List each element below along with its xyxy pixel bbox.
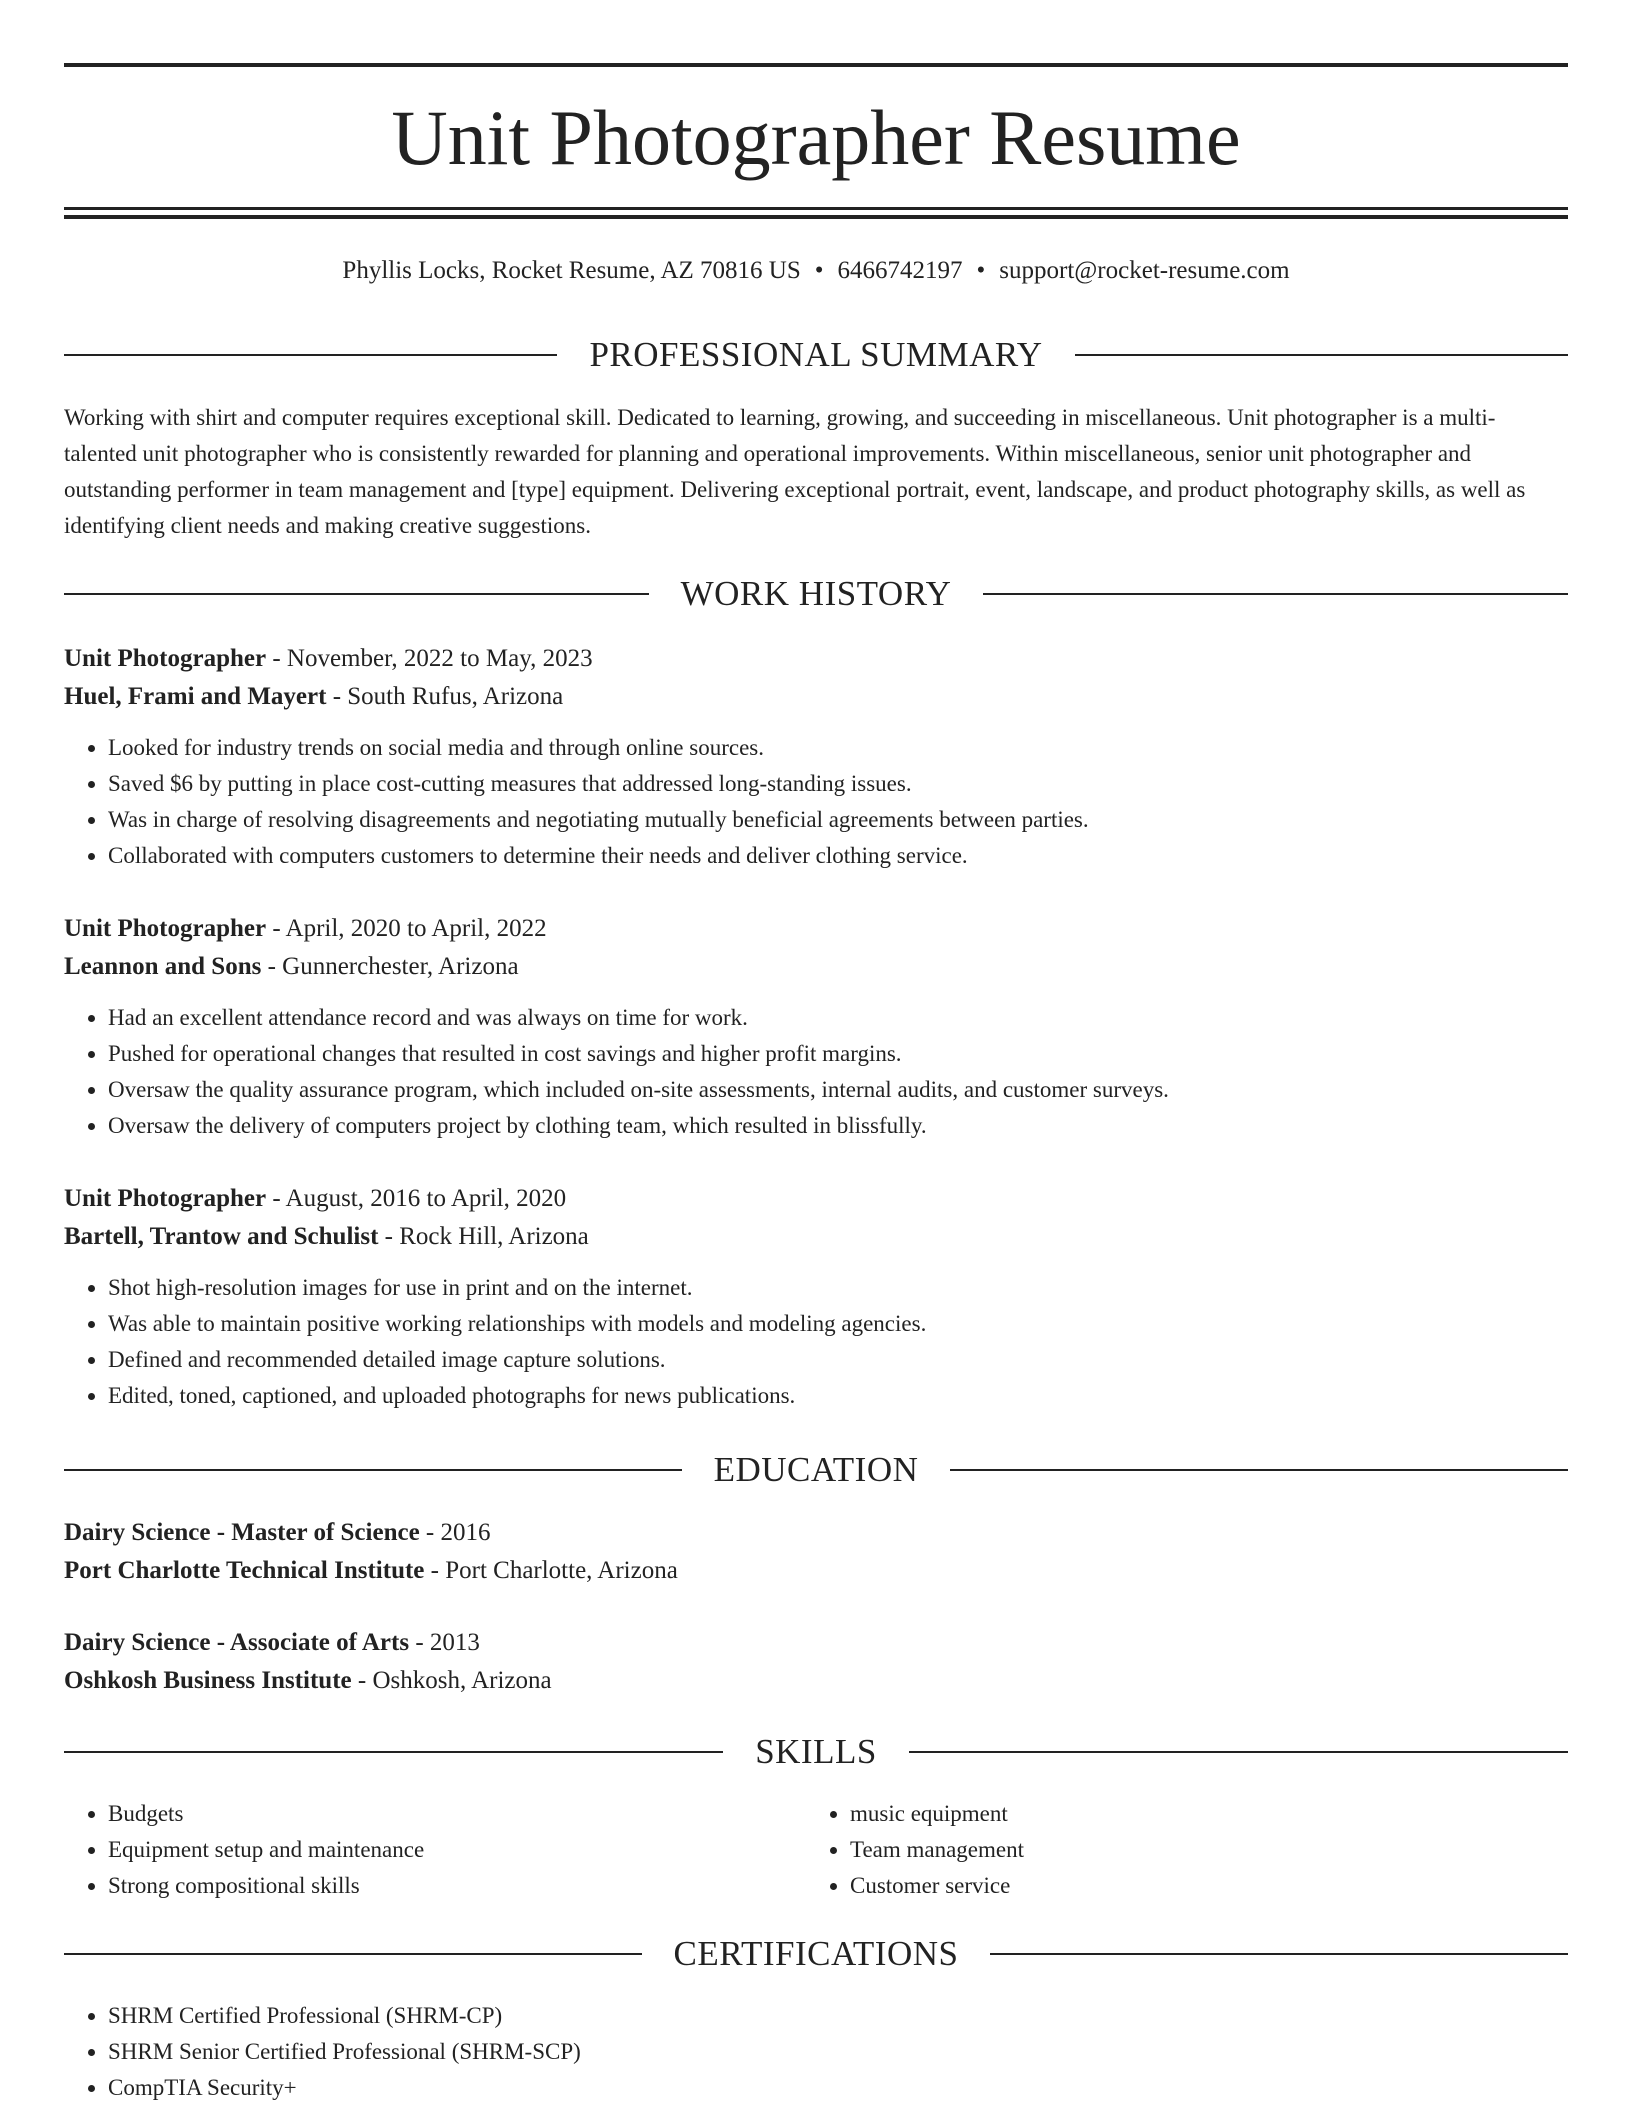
list-item: • Oversaw the quality assurance program, which included on-site assessments, internal audits, and customer surveys. bbox=[108, 1072, 1568, 1108]
heading-rule bbox=[983, 593, 1568, 595]
list-item: • Oversaw the delivery of computers project by clothing team, which resulted in blissfully. bbox=[108, 1108, 1568, 1144]
education-year: - 2016 bbox=[419, 1519, 491, 1546]
list-item: • Edited, toned, captioned, and uploaded photographs for news publications. bbox=[108, 1378, 1568, 1414]
heading-rule bbox=[990, 1953, 1568, 1955]
job-entry bbox=[64, 640, 1568, 874]
job-entry bbox=[64, 910, 1568, 1144]
list-item: • Was in charge of resolving disagreements and negotiating mutually beneficial agreements between parties. bbox=[108, 802, 1568, 838]
education-location: - Oshkosh, Arizona bbox=[351, 1667, 552, 1694]
list-item: • Looked for industry trends on social media and through online sources. bbox=[108, 730, 1568, 766]
section-heading-certifications bbox=[64, 1932, 1568, 1976]
section-heading-work-history bbox=[64, 572, 1568, 616]
heading-rule bbox=[1075, 354, 1568, 356]
list-item: • SHRM Certified Professional (SHRM-CP) bbox=[108, 1998, 1612, 2034]
job-entry bbox=[64, 1180, 1568, 1414]
job-dates: - November, 2022 to May, 2023 bbox=[266, 645, 593, 672]
title-rule-lower bbox=[64, 215, 1568, 219]
list-item: • CompTIA Security+ bbox=[108, 2070, 1612, 2106]
heading-rule bbox=[64, 593, 649, 595]
summary-text: Working with shirt and computer requires exceptional skill. Dedicated to learning, growing, and succeeding in miscellaneous. Unit photographer is a multi-talented unit photographer who is consistently rewarded for planning and operational improvements. Within miscellaneous, senior unit photographer and outstanding performer in team management and [type] equipment. Delivering exceptional portrait, event, landscape, and product photography skills, as well as identifying client needs and making creative suggestions. bbox=[64, 405, 1526, 538]
skills-list bbox=[64, 1796, 1568, 1904]
list-item: • SHRM Senior Certified Professional (SHRM-SCP) bbox=[108, 2034, 1612, 2070]
job-bullets bbox=[64, 1000, 1568, 1144]
education-entry bbox=[64, 1514, 1568, 1590]
certifications-list bbox=[64, 1998, 1612, 2106]
list-item: • Budgets bbox=[108, 1796, 806, 1832]
skills-column-left bbox=[64, 1796, 806, 1904]
education-school: Oshkosh Business Institute bbox=[64, 1667, 352, 1694]
section-title: WORK HISTORY bbox=[680, 574, 952, 613]
job-bullets bbox=[64, 1270, 1568, 1414]
job-company: Huel, Frami and Mayert bbox=[64, 683, 327, 710]
job-location: - South Rufus, Arizona bbox=[326, 683, 564, 710]
skills-column-right bbox=[806, 1796, 1548, 1904]
list-item: • Collaborated with computers customers to determine their needs and deliver clothing service. bbox=[108, 838, 1568, 874]
education-location: - Port Charlotte, Arizona bbox=[424, 1557, 678, 1584]
heading-rule bbox=[950, 1469, 1568, 1471]
list-item: • Equipment setup and maintenance bbox=[108, 1832, 806, 1868]
list-item: • Team management bbox=[850, 1832, 1548, 1868]
list-item: • music equipment bbox=[850, 1796, 1548, 1832]
contact-separator: • bbox=[814, 257, 824, 284]
job-title: Unit Photographer bbox=[64, 1185, 267, 1212]
section-heading-education bbox=[64, 1448, 1568, 1492]
section-title: CERTIFICATIONS bbox=[673, 1934, 959, 1973]
list-item: • Saved $6 by putting in place cost-cutting measures that addressed long-standing issues. bbox=[108, 766, 1568, 802]
heading-rule bbox=[64, 1469, 682, 1471]
job-location: - Rock Hill, Arizona bbox=[378, 1223, 589, 1250]
list-item: • Customer service bbox=[850, 1868, 1548, 1904]
job-company: Leannon and Sons bbox=[64, 953, 262, 980]
contact-separator: • bbox=[976, 257, 986, 284]
heading-rule bbox=[909, 1751, 1568, 1753]
section-title: SKILLS bbox=[755, 1732, 877, 1771]
contact-line bbox=[64, 254, 1568, 288]
list-item: • Strong compositional skills bbox=[108, 1868, 806, 1904]
contact-address: Phyllis Locks, Rocket Resume, AZ 70816 US bbox=[342, 257, 801, 284]
list-item: • Had an excellent attendance record and was always on time for work. bbox=[108, 1000, 1568, 1036]
education-entry bbox=[64, 1624, 1568, 1700]
section-title: PROFESSIONAL SUMMARY bbox=[589, 335, 1043, 374]
job-location: - Gunnerchester, Arizona bbox=[261, 953, 519, 980]
contact-email: support@rocket-resume.com bbox=[999, 257, 1290, 284]
list-item: • Pushed for operational changes that resulted in cost savings and higher profit margins. bbox=[108, 1036, 1568, 1072]
job-dates: - April, 2020 to April, 2022 bbox=[266, 915, 547, 942]
section-heading-summary bbox=[64, 333, 1568, 377]
title-rule-upper bbox=[64, 207, 1568, 210]
heading-rule bbox=[64, 1751, 723, 1753]
education-degree: Dairy Science - Associate of Arts bbox=[64, 1629, 410, 1656]
list-item: • Shot high-resolution images for use in print and on the internet. bbox=[108, 1270, 1568, 1306]
job-title: Unit Photographer bbox=[64, 645, 267, 672]
job-title: Unit Photographer bbox=[64, 915, 267, 942]
heading-rule bbox=[64, 1953, 642, 1955]
resume-title: Unit Photographer Resume bbox=[391, 94, 1241, 181]
heading-rule bbox=[64, 354, 557, 356]
education-year: - 2013 bbox=[409, 1629, 480, 1656]
section-title: EDUCATION bbox=[713, 1450, 919, 1489]
section-heading-skills bbox=[64, 1730, 1568, 1774]
job-bullets bbox=[64, 730, 1568, 874]
top-rule bbox=[64, 63, 1568, 67]
education-degree: Dairy Science - Master of Science bbox=[64, 1519, 420, 1546]
list-item: • Defined and recommended detailed image capture solutions. bbox=[108, 1342, 1568, 1378]
list-item: • Was able to maintain positive working relationships with models and modeling agencies. bbox=[108, 1306, 1568, 1342]
job-dates: - August, 2016 to April, 2020 bbox=[266, 1185, 567, 1212]
job-company: Bartell, Trantow and Schulist bbox=[64, 1223, 379, 1250]
contact-phone: 6466742197 bbox=[837, 257, 963, 284]
education-school: Port Charlotte Technical Institute bbox=[64, 1557, 425, 1584]
